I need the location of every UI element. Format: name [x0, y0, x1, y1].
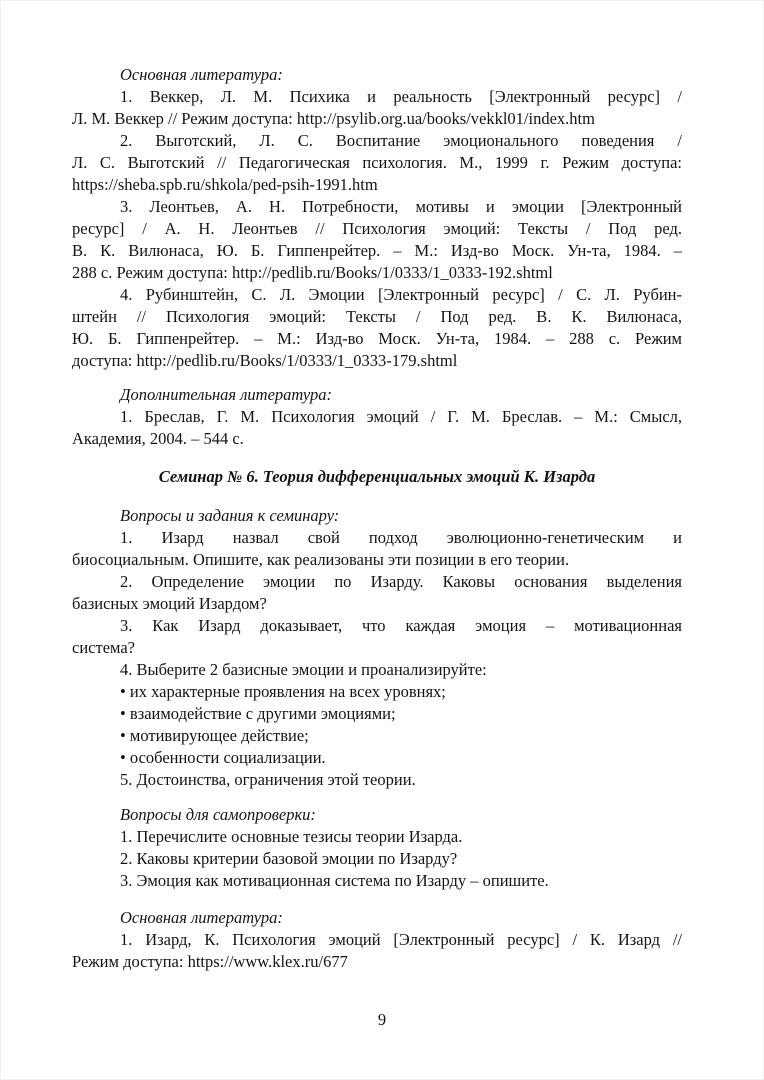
reference-line: 3. Леонтьев, А. Н. Потребности, мотивы и эмоции [Электронный	[120, 197, 682, 216]
page-number: 9	[377, 1010, 387, 1029]
reference-line: 1. Изард, К. Психология эмоций [Электронный ресурс] / К. Изард //	[120, 930, 682, 949]
reference-line: Л. М. Веккер // Режим доступа: http://psylib.org.ua/books/vekkl01/index.htm	[72, 109, 595, 128]
reference-line: Л. С. Выготский // Педагогическая психология. М., 1999 г. Режим доступа:	[72, 153, 682, 172]
question-line: базисных эмоций Изардом?	[72, 594, 267, 613]
bullet-item: • взаимодействие с другими эмоциями;	[120, 704, 396, 723]
bullet-item: • особенности социализации.	[120, 748, 326, 767]
bullet-item: • мотивирующее действие;	[120, 726, 309, 745]
reference-line: https://sheba.spb.ru/shkola/ped-psih-1991.htm	[72, 175, 378, 194]
seminar-heading: Семинар № 6. Теория дифференциальных эмоций К. Изарда	[158, 467, 596, 486]
question-line: 2. Определение эмоции по Изарду. Каковы основания выделения	[120, 572, 682, 591]
reference-line: Ю. Б. Гиппенрейтер. – М.: Изд-во Моск. Ун-та, 1984. – 288 с. Режим	[72, 329, 682, 348]
reference-line: Режим доступа: https://www.klex.ru/677	[72, 952, 348, 971]
question-line: 5. Достоинства, ограничения этой теории.	[120, 770, 416, 789]
reference-line: В. К. Вилюнаса, Ю. Б. Гиппенрейтер. – М.: Изд-во Моск. Ун-та, 1984. –	[72, 241, 682, 260]
question-line: 3. Эмоция как мотивационная система по Изарду – опишите.	[120, 871, 549, 890]
page-content	[72, 64, 682, 973]
bullet-item: • их характерные проявления на всех уровнях;	[120, 682, 446, 701]
question-line: 4. Выберите 2 базисные эмоции и проанализируйте:	[120, 660, 487, 679]
question-line: 3. Как Изард доказывает, что каждая эмоция – мотивационная	[120, 616, 682, 635]
reference-line: 4. Рубинштейн, С. Л. Эмоции [Электронный ресурс] / С. Л. Рубин-	[120, 285, 682, 304]
reference-line: 1. Бреслав, Г. М. Психология эмоций / Г. М. Бреслав. – М.: Смысл,	[120, 407, 682, 426]
reference-line: штейн // Психология эмоций: Тексты / Под ред. В. К. Вилюнаса,	[72, 307, 682, 326]
question-line: система?	[72, 638, 135, 657]
reference-line: 2. Выготский, Л. С. Воспитание эмоционального поведения /	[120, 131, 682, 150]
reference-line: 1. Веккер, Л. М. Психика и реальность [Электронный ресурс] /	[120, 87, 682, 106]
section-label: Дополнительная литература:	[120, 385, 333, 404]
question-line: 2. Каковы критерии базовой эмоции по Изарду?	[120, 849, 458, 868]
section-label: Вопросы и задания к семинару:	[120, 506, 340, 525]
reference-line: доступа: http://pedlib.ru/Books/1/0333/1_0333-179.shtml	[72, 351, 458, 370]
section-label: Вопросы для самопроверки:	[120, 805, 316, 824]
section-label: Основная литература:	[120, 65, 283, 84]
question-line: биосоциальным. Опишите, как реализованы эти позиции в его теории.	[72, 550, 570, 569]
reference-line: 288 с. Режим доступа: http://pedlib.ru/Books/1/0333/1_0333-192.shtml	[72, 263, 553, 282]
reference-line: ресурс] / А. Н. Леонтьев // Психология эмоций: Тексты / Под ред.	[72, 219, 682, 238]
question-line: 1. Перечислите основные тезисы теории Изарда.	[120, 827, 463, 846]
question-line: 1. Изард назвал свой подход эволюционно-генетическим и	[120, 528, 682, 547]
reference-line: Академия, 2004. – 544 с.	[72, 429, 244, 448]
section-label: Основная литература:	[120, 908, 283, 927]
